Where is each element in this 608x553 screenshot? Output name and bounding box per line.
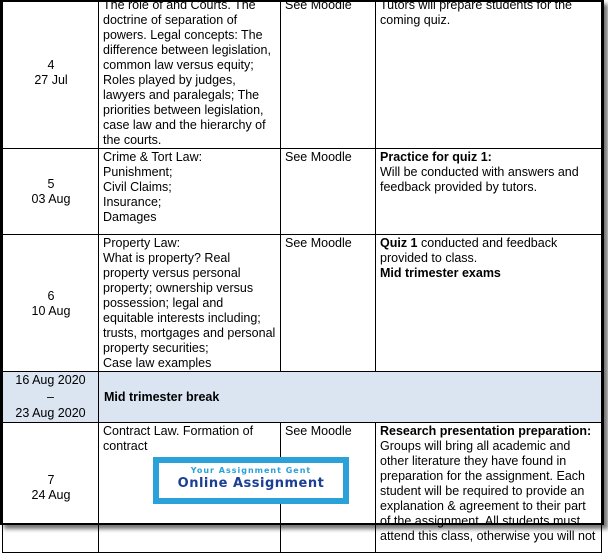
week-cell	[3, 422, 99, 552]
activity-heading: Research presentation preparation:	[380, 423, 592, 438]
week-date: 24 Aug	[31, 487, 71, 502]
topic-cell	[99, 149, 281, 235]
break-dash: –	[47, 389, 54, 404]
activity-text: Will be conducted with answers and feedback provided by tutors.	[380, 165, 579, 194]
topic-line: Crime & Tort Law:	[103, 150, 203, 164]
break-row	[3, 372, 602, 423]
watermark-line-1: Your Assignment Gent	[190, 466, 312, 475]
activity-cell: Tutors will prepare students for the coming quiz.	[376, 0, 602, 149]
activity-text: conducted and feedback provided to class.	[380, 236, 558, 265]
break-start-date: 16 Aug 2020	[15, 373, 86, 387]
topic-line: Property Law:	[103, 236, 181, 250]
break-end-date: 23 Aug 2020	[15, 406, 86, 420]
table-row	[3, 149, 602, 235]
table-row	[3, 235, 602, 372]
week-cell	[3, 235, 99, 372]
break-label: Mid trimester break	[99, 372, 602, 423]
topic-cell	[99, 235, 281, 372]
resource-cell: See Moodle	[281, 422, 376, 552]
week-date: 03 Aug	[31, 192, 71, 206]
table-row	[3, 0, 602, 149]
activity-cell	[376, 149, 602, 235]
topic-line: Civil Claims;	[103, 180, 172, 194]
week-cell	[3, 0, 99, 149]
watermark-logo-inner	[159, 463, 343, 498]
activity-heading-2: Mid trimester exams	[380, 266, 501, 280]
week-date: 10 Aug	[31, 303, 71, 318]
topic-cell: Contract Law. Formation of contract	[99, 422, 281, 552]
topic-cell: The role of and Courts. The doctrine of separation of powers. Legal concepts: The difference between legislation, common law versus equity; Roles played by judges, lawyers and paralegals; The priorities between legislation, case law and the hierarchy of the courts.	[99, 0, 281, 149]
activity-heading: Quiz 1	[380, 236, 418, 250]
week-number: 6	[47, 288, 55, 303]
topic-line: Damages	[103, 210, 157, 224]
topic-line: Punishment;	[103, 165, 173, 179]
week-number: 5	[47, 177, 55, 191]
watermark-logo	[153, 457, 349, 504]
break-dates-cell	[3, 372, 99, 423]
week-number: 7	[47, 472, 55, 487]
week-cell	[3, 149, 99, 235]
week-number: 4	[47, 58, 55, 72]
topic-line: Case law examples	[103, 356, 212, 370]
resource-cell: See Moodle	[281, 149, 376, 235]
week-date: 27 Jul	[34, 73, 68, 87]
topic-line: Insurance;	[103, 195, 162, 209]
watermark-line-2: Online Assignment	[177, 476, 325, 491]
activity-text: Groups will bring all academic and other literature they have found in preparation for the assignment. Each student will be required to provide an explanation & agreement to their part of the assignment. All students must attend this class, otherwise you will not	[380, 438, 596, 543]
resource-cell: See Moodle	[281, 235, 376, 372]
activity-heading: Practice for quiz 1:	[380, 150, 492, 164]
activity-cell	[376, 235, 602, 372]
resource-cell: See Moodle	[281, 0, 376, 149]
activity-cell	[376, 422, 602, 552]
topic-line: What is property? Real property versus personal property; ownership versus possession; legal and equitable interests including; trusts, mortgages and personal property securities;	[103, 251, 276, 355]
